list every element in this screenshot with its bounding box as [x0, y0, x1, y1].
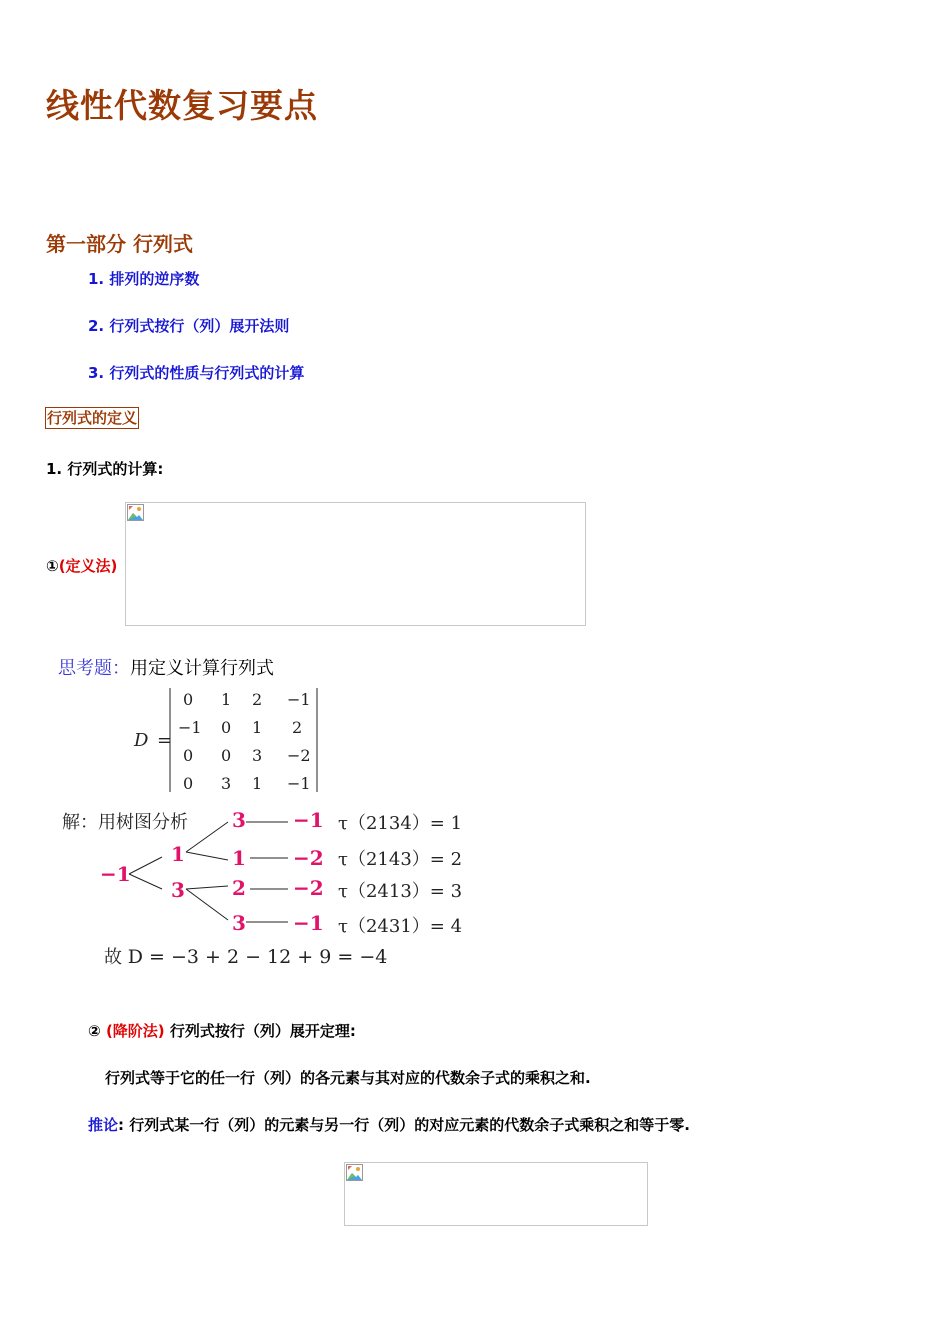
think-question [58, 654, 274, 680]
matrix-cell: 0 [221, 746, 232, 765]
theorem-text: 行列式等于它的任一行（列）的各元素与其对应的代数余子式的乘积之和. [105, 1069, 591, 1087]
conclusion [104, 943, 387, 969]
tree-node-l3: −1 [293, 808, 324, 832]
corollary-text: : 行列式某一行（列）的元素与另一行（列）的对应元素的代数余子式乘积之和等于零. [118, 1116, 690, 1134]
matrix-cell: 2 [252, 690, 263, 709]
matrix-symbol: D [134, 730, 149, 751]
boxed-heading: 行列式的定义 [47, 409, 138, 427]
part-heading: 第一部分 行列式 [46, 232, 193, 256]
matrix-cell: −1 [287, 690, 311, 709]
method2-label: (降阶法) [105, 1022, 165, 1040]
conclusion-prefix: 故 [104, 947, 122, 968]
broken-image-icon [346, 1164, 363, 1181]
toc-item-3[interactable]: 3. 行列式的性质与行列式的计算 [88, 364, 305, 382]
matrix-cell: 1 [252, 718, 263, 737]
tree-node-l1: 1 [171, 842, 185, 866]
matrix-cell: 1 [252, 774, 263, 793]
tree-node-l3: −2 [293, 876, 324, 900]
method1-prefix: ① [46, 557, 59, 575]
think-text: 用定义计算行列式 [130, 658, 274, 679]
tree-root: −1 [100, 862, 131, 886]
tree-node-l3: −1 [293, 911, 324, 935]
matrix-cell: 0 [183, 774, 194, 793]
matrix-cell: 1 [221, 690, 232, 709]
page-title: 线性代数复习要点 [46, 86, 318, 125]
corollary-label: 推论 [88, 1116, 119, 1134]
think-label: 思考题： [58, 658, 130, 679]
formula-image-placeholder [344, 1162, 648, 1226]
matrix-cell: 0 [183, 746, 194, 765]
section-heading: 1. 行列式的计算: [46, 460, 164, 478]
broken-image-icon [127, 504, 144, 521]
corollary-line [88, 1114, 690, 1135]
matrix-cell: 0 [183, 690, 194, 709]
matrix-cell: −1 [287, 774, 311, 793]
tree-node-l1: 3 [171, 878, 185, 902]
method2-line [88, 1020, 356, 1041]
conclusion-expression: D = −3 + 2 − 12 + 9 = −4 [127, 946, 388, 968]
tau-value: τ（2143）= 2 [338, 849, 463, 870]
toc-item-2[interactable]: 2. 行列式按行（列）展开法则 [88, 317, 290, 335]
method1-label: (定义法) [58, 557, 118, 575]
tree-node-l2: 2 [232, 876, 246, 900]
tree-node-l2: 3 [232, 911, 246, 935]
matrix-cell: 2 [292, 718, 303, 737]
tau-value: τ（2413）= 3 [338, 881, 463, 902]
formula-image-placeholder [125, 502, 586, 626]
matrix-cell: 0 [221, 718, 232, 737]
matrix-cell: 3 [221, 774, 232, 793]
method2-prefix: ② [88, 1022, 101, 1040]
toc-item-1[interactable]: 1. 排列的逆序数 [88, 270, 200, 288]
matrix-cell: 3 [252, 746, 263, 765]
method1-line [46, 555, 117, 576]
matrix-equals: = [157, 730, 173, 751]
tau-value: τ（2134）= 1 [338, 813, 463, 834]
matrix-cell: −1 [178, 718, 202, 737]
matrix-cell: −2 [287, 746, 311, 765]
method2-text: 行列式按行（列）展开定理: [169, 1022, 356, 1040]
tree-node-l2: 3 [232, 808, 246, 832]
tree-intro: 解：用树图分析 [62, 812, 188, 833]
tree-node-l3: −2 [293, 846, 324, 870]
tau-value: τ（2431）= 4 [338, 916, 463, 937]
tree-node-l2: 1 [232, 846, 246, 870]
